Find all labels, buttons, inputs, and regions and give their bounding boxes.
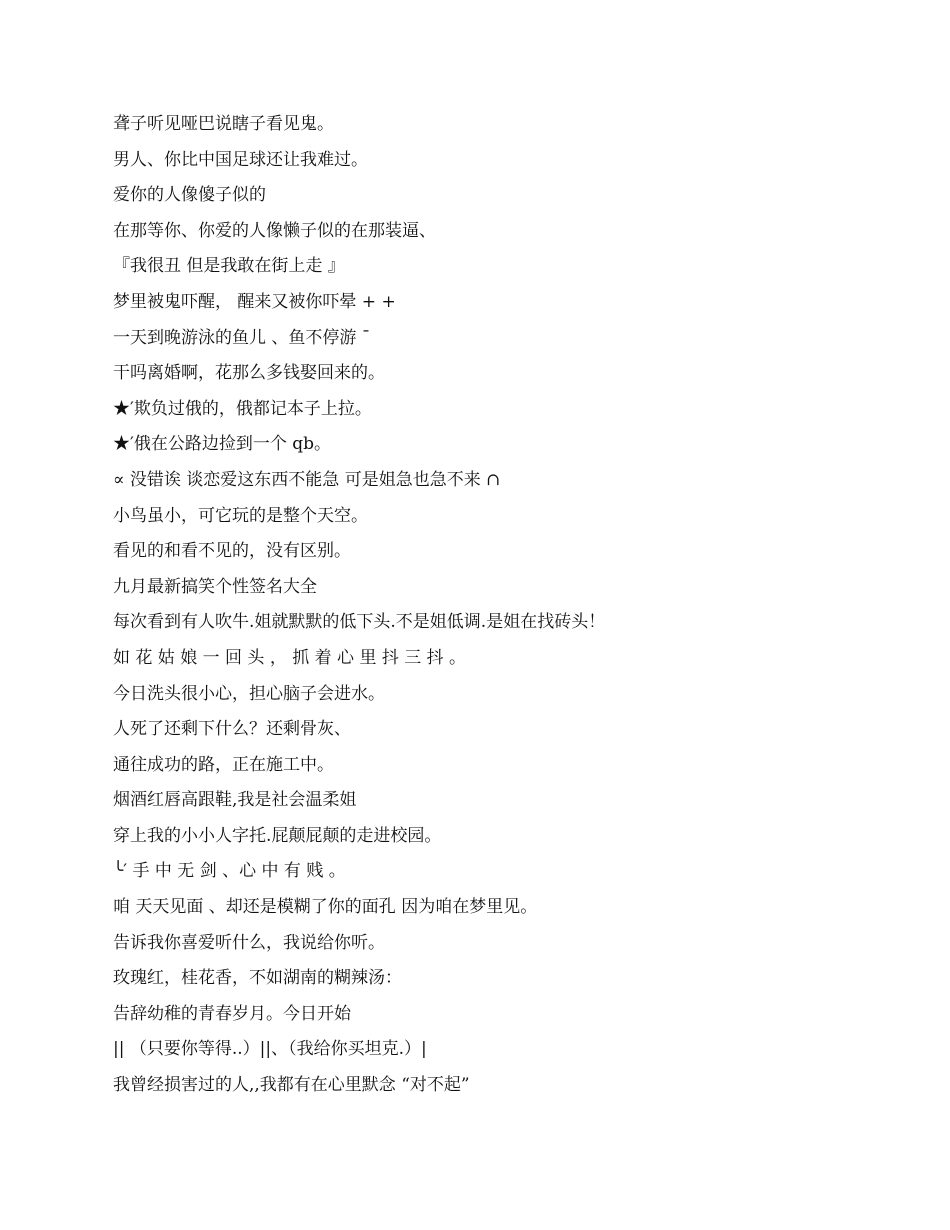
- text-line: ★′俄在公路边捡到一个 qb。: [113, 434, 332, 455]
- text-line: 『我很丑 但是我敢在街上走 』: [113, 256, 345, 277]
- text-line: 九月最新搞笑个性签名大全: [113, 576, 317, 597]
- text-line: 如 花 姑 娘 一 回 头 ， 抓 着 心 里 抖 三 抖 。: [113, 647, 467, 668]
- text-line: 爱你的人像傻子似的: [113, 185, 266, 206]
- text-line: 小鸟虽小，可它玩的是整个天空。: [113, 505, 368, 526]
- text-line: ★′欺负过俄的，俄都记本子上拉。: [113, 398, 372, 419]
- text-line: 咱 天天见面 、却还是模糊了你的面孔 因为咱在梦里见。: [113, 897, 538, 918]
- text-line: 烟酒红唇高跟鞋,我是社会温柔姐: [113, 790, 357, 811]
- text-line: || （只要你等得..）||、（我给你买坦克.）|: [113, 1039, 427, 1060]
- text-line: 男人、你比中国足球还让我难过。: [113, 149, 368, 170]
- text-line: 我曾经损害过的人,,我都有在心里默念 “对不起”: [113, 1075, 470, 1096]
- text-line: 人死了还剩下什么？还剩骨灰、: [113, 719, 351, 740]
- text-line: 每次看到有人吹牛.姐就默默的低下头.不是姐低调.是姐在找砖头！: [113, 612, 606, 633]
- signature-line-list: [113, 110, 893, 1107]
- text-line: 告辞幼稚的青春岁月。今日开始: [113, 1003, 351, 1024]
- text-line: 在那等你、你爱的人像懒子似的在那装逼、: [113, 220, 436, 241]
- text-line: 干吗离婚啊，花那么多钱娶回来的。: [113, 363, 385, 384]
- text-line: 聋子听见哑巴说瞎子看见鬼。: [113, 114, 334, 134]
- text-line: 看见的和看不见的，没有区别。: [113, 541, 351, 562]
- text-line: 今日洗头很小心，担心脑子会进水。: [113, 683, 385, 704]
- text-line: 玫瑰红，桂花香，不如湖南的糊辣汤：: [113, 968, 402, 989]
- text-line: ╰′ 手 中 无 剑 、心 中 有 贱 。: [113, 861, 346, 882]
- text-line: 梦里被鬼吓醒， 醒来又被你吓晕 + +: [113, 291, 396, 312]
- text-line: 一天到晚游泳的鱼儿 、鱼不停游 ˉ: [113, 327, 371, 348]
- text-line: ∝ 没错诶 谈恋爱这东西不能急 可是姐急也急不来 ∩: [113, 469, 501, 490]
- text-line: 通往成功的路，正在施工中。: [113, 754, 334, 775]
- text-line: 告诉我你喜爱听什么，我说给你听。: [113, 932, 385, 953]
- text-line: 穿上我的小小人字托.屁颠屁颠的走进校园。: [113, 825, 442, 846]
